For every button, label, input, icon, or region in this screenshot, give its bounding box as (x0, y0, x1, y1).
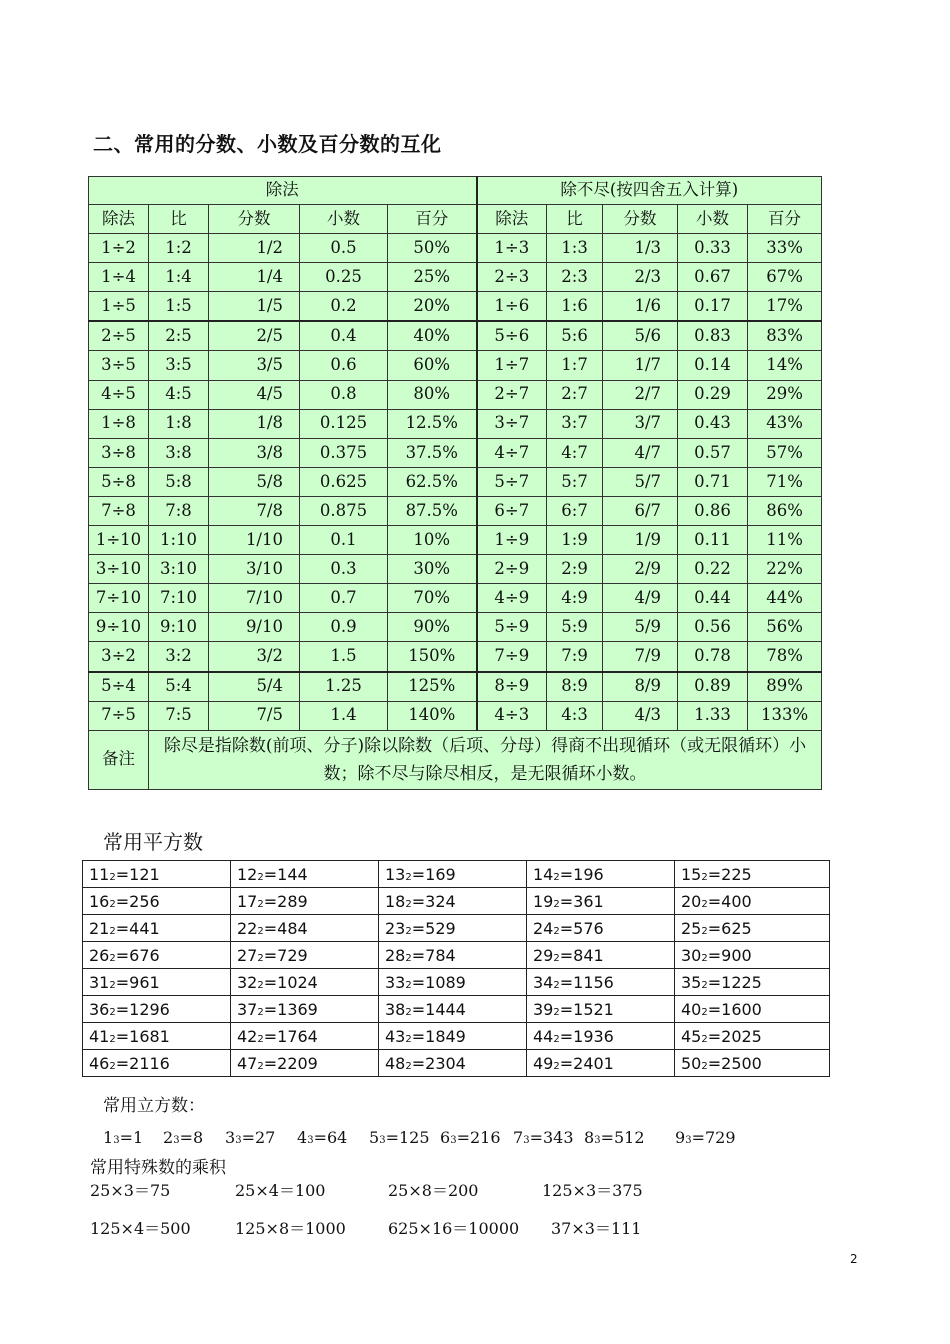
table-cell: 0.6 (300, 351, 388, 380)
product-item: 125×3＝375 (542, 1181, 643, 1200)
table-row (89, 263, 822, 292)
column-header: 比 (547, 205, 603, 234)
table-cell: 0.875 (300, 496, 388, 525)
square-cell: 402=1600 (675, 996, 830, 1023)
table-cell: 0.83 (678, 321, 748, 351)
table-row (89, 526, 822, 555)
table-row (83, 942, 830, 969)
table-cell: 5÷6 (477, 321, 547, 351)
table-cell: 10% (388, 526, 477, 555)
special-products-title: 常用特殊数的乘积 (90, 1158, 226, 1178)
table-cell: 7:9 (547, 642, 603, 672)
table-cell: 0.14 (678, 351, 748, 380)
square-cell: 382=1444 (379, 996, 527, 1023)
table-cell: 1/8 (209, 409, 300, 438)
table-cell: 60% (388, 351, 477, 380)
square-cell: 132=169 (379, 861, 527, 888)
table-cell: 2/5 (209, 321, 300, 351)
table-cell: 3÷8 (89, 438, 149, 467)
cube-item: 63=216 (440, 1128, 501, 1147)
table-cell: 17% (748, 292, 822, 322)
table-cell: 5÷9 (477, 613, 547, 642)
table-cell: 2/9 (603, 555, 678, 584)
table-cell: 6÷7 (477, 496, 547, 525)
table-cell: 4/7 (603, 438, 678, 467)
table-cell: 3:2 (149, 642, 209, 672)
table-cell: 5:4 (149, 672, 209, 702)
table-row (89, 496, 822, 525)
table-cell: 1:3 (547, 234, 603, 263)
table-cell: 4/9 (603, 584, 678, 613)
table-cell: 0.67 (678, 263, 748, 292)
table-cell: 7÷8 (89, 496, 149, 525)
square-cell: 352=1225 (675, 969, 830, 996)
squares-title: 常用平方数 (103, 830, 203, 854)
table-cell: 3:5 (149, 351, 209, 380)
table-cell: 1:10 (149, 526, 209, 555)
square-cell: 282=784 (379, 942, 527, 969)
cube-item: 13=1 (103, 1128, 144, 1147)
table-cell: 20% (388, 292, 477, 322)
table-cell: 5:8 (149, 467, 209, 496)
table-cell: 56% (748, 613, 822, 642)
table-cell: 7:5 (149, 701, 209, 730)
square-cell: 492=2401 (527, 1050, 675, 1077)
table-cell: 70% (388, 584, 477, 613)
page-number: 2 (850, 1252, 858, 1266)
table-cell: 2÷7 (477, 380, 547, 409)
table-cell: 7:8 (149, 496, 209, 525)
table-cell: 0.43 (678, 409, 748, 438)
table-cell: 44% (748, 584, 822, 613)
table-cell: 1.25 (300, 672, 388, 702)
table-cell: 2÷5 (89, 321, 149, 351)
square-cell: 342=1156 (527, 969, 675, 996)
square-cell: 112=121 (83, 861, 231, 888)
square-cell: 182=324 (379, 888, 527, 915)
table-cell: 2÷3 (477, 263, 547, 292)
table-row (83, 1023, 830, 1050)
table-cell: 67% (748, 263, 822, 292)
table-cell: 5÷7 (477, 467, 547, 496)
table-cell: 1÷3 (477, 234, 547, 263)
cube-item: 23=8 (163, 1128, 204, 1147)
table-cell: 1÷10 (89, 526, 149, 555)
square-cell: 172=289 (231, 888, 379, 915)
table-cell: 5/9 (603, 613, 678, 642)
column-header: 分数 (209, 205, 300, 234)
table-cell: 1÷4 (89, 263, 149, 292)
table-cell: 4:9 (547, 584, 603, 613)
table-cell: 71% (748, 467, 822, 496)
group-header-divisible: 除法 (89, 177, 477, 205)
table-cell: 4:5 (149, 380, 209, 409)
table-cell: 14% (748, 351, 822, 380)
table-cell: 3:8 (149, 438, 209, 467)
table-cell: 2:7 (547, 380, 603, 409)
square-cell: 432=1849 (379, 1023, 527, 1050)
square-cell: 472=2209 (231, 1050, 379, 1077)
square-cell: 442=1936 (527, 1023, 675, 1050)
product-item: 37×3＝111 (551, 1219, 642, 1238)
table-cell: 3÷10 (89, 555, 149, 584)
square-cell: 122=144 (231, 861, 379, 888)
table-cell: 0.25 (300, 263, 388, 292)
table-row (83, 969, 830, 996)
product-item: 125×4＝500 (90, 1219, 191, 1238)
table-cell: 1/5 (209, 292, 300, 322)
column-header: 小数 (678, 205, 748, 234)
square-cell: 302=900 (675, 942, 830, 969)
square-cell: 362=1296 (83, 996, 231, 1023)
table-cell: 150% (388, 642, 477, 672)
column-header: 百分 (388, 205, 477, 234)
square-cell: 482=2304 (379, 1050, 527, 1077)
table-cell: 83% (748, 321, 822, 351)
table-cell: 0.17 (678, 292, 748, 322)
cube-item: 73=343 (513, 1128, 574, 1147)
table-cell: 2÷9 (477, 555, 547, 584)
table-cell: 0.44 (678, 584, 748, 613)
table-cell: 2:3 (547, 263, 603, 292)
table-cell: 1:9 (547, 526, 603, 555)
table-cell: 57% (748, 438, 822, 467)
table-cell: 80% (388, 380, 477, 409)
table-cell: 1/10 (209, 526, 300, 555)
square-cell: 292=841 (527, 942, 675, 969)
table-cell: 0.57 (678, 438, 748, 467)
table-cell: 4÷5 (89, 380, 149, 409)
table-cell: 5/4 (209, 672, 300, 702)
table-cell: 5:9 (547, 613, 603, 642)
table-cell: 7÷9 (477, 642, 547, 672)
table-cell: 5÷4 (89, 672, 149, 702)
table-cell: 12.5% (388, 409, 477, 438)
square-cell: 502=2500 (675, 1050, 830, 1077)
table-cell: 1÷9 (477, 526, 547, 555)
table-cell: 0.71 (678, 467, 748, 496)
table-cell: 30% (388, 555, 477, 584)
square-cell: 152=225 (675, 861, 830, 888)
table-cell: 1÷6 (477, 292, 547, 322)
table-cell: 1/4 (209, 263, 300, 292)
square-cell: 452=2025 (675, 1023, 830, 1050)
table-cell: 7/10 (209, 584, 300, 613)
table-cell: 9:10 (149, 613, 209, 642)
table-cell: 1.4 (300, 701, 388, 730)
square-cell: 272=729 (231, 942, 379, 969)
table-cell: 0.11 (678, 526, 748, 555)
table-cell: 22% (748, 555, 822, 584)
square-cell: 252=625 (675, 915, 830, 942)
squares-table (82, 860, 830, 1077)
table-cell: 1.33 (678, 701, 748, 730)
table-cell: 0.9 (300, 613, 388, 642)
column-header: 百分 (748, 205, 822, 234)
table-cell: 4÷9 (477, 584, 547, 613)
table-cell: 4:7 (547, 438, 603, 467)
square-cell: 312=961 (83, 969, 231, 996)
table-cell: 3÷2 (89, 642, 149, 672)
table-cell: 1÷7 (477, 351, 547, 380)
product-item: 25×3＝75 (90, 1181, 171, 1200)
square-cell: 142=196 (527, 861, 675, 888)
table-cell: 90% (388, 613, 477, 642)
table-cell: 7/5 (209, 701, 300, 730)
table-cell: 29% (748, 380, 822, 409)
square-cell: 392=1521 (527, 996, 675, 1023)
table-cell: 0.625 (300, 467, 388, 496)
table-cell: 3/5 (209, 351, 300, 380)
table-row (89, 380, 822, 409)
column-header: 比 (149, 205, 209, 234)
table-cell: 86% (748, 496, 822, 525)
table-cell: 0.8 (300, 380, 388, 409)
table-cell: 1÷2 (89, 234, 149, 263)
square-cell: 162=256 (83, 888, 231, 915)
table-cell: 7/8 (209, 496, 300, 525)
table-cell: 87.5% (388, 496, 477, 525)
table-cell: 1:2 (149, 234, 209, 263)
table-cell: 50% (388, 234, 477, 263)
conversion-table (88, 176, 822, 790)
table-cell: 0.1 (300, 526, 388, 555)
table-cell: 0.375 (300, 438, 388, 467)
table-cell: 9÷10 (89, 613, 149, 642)
column-header: 除法 (89, 205, 149, 234)
table-cell: 78% (748, 642, 822, 672)
note-text: 除尽是指除数(前项、分子)除以除数（后项、分母）得商不出现循环（或无限循环）小数；除不尽与除尽相反，是无限循环小数。 (149, 730, 822, 789)
cubes-title: 常用立方数： (103, 1096, 205, 1116)
table-cell: 2/7 (603, 380, 678, 409)
table-cell: 0.22 (678, 555, 748, 584)
table-cell: 7:10 (149, 584, 209, 613)
table-row (89, 642, 822, 672)
square-cell: 232=529 (379, 915, 527, 942)
square-cell: 422=1764 (231, 1023, 379, 1050)
table-cell: 3/8 (209, 438, 300, 467)
table-cell: 3:7 (547, 409, 603, 438)
table-cell: 1/9 (603, 526, 678, 555)
table-row (89, 234, 822, 263)
table-row (83, 915, 830, 942)
table-row (89, 321, 822, 351)
table-cell: 43% (748, 409, 822, 438)
table-row (83, 1050, 830, 1077)
square-cell: 412=1681 (83, 1023, 231, 1050)
table-cell: 0.3 (300, 555, 388, 584)
table-cell: 40% (388, 321, 477, 351)
table-row (83, 861, 830, 888)
column-header: 除法 (477, 205, 547, 234)
table-cell: 6/7 (603, 496, 678, 525)
table-cell: 5:7 (547, 467, 603, 496)
product-item: 125×8＝1000 (235, 1219, 346, 1238)
note-label: 备注 (89, 730, 149, 789)
table-cell: 140% (388, 701, 477, 730)
table-row (89, 438, 822, 467)
table-cell: 1:5 (149, 292, 209, 322)
table-cell: 1:4 (149, 263, 209, 292)
table-cell: 1:8 (149, 409, 209, 438)
square-cell: 372=1369 (231, 996, 379, 1023)
table-cell: 4÷7 (477, 438, 547, 467)
table-cell: 5/7 (603, 467, 678, 496)
table-cell: 4:3 (547, 701, 603, 730)
square-cell: 192=361 (527, 888, 675, 915)
square-cell: 332=1089 (379, 969, 527, 996)
table-cell: 1:6 (547, 292, 603, 322)
table-cell: 0.2 (300, 292, 388, 322)
table-row (89, 672, 822, 702)
table-cell: 5/6 (603, 321, 678, 351)
table-cell: 11% (748, 526, 822, 555)
cube-item: 83=512 (584, 1128, 645, 1147)
table-cell: 7/9 (603, 642, 678, 672)
table-cell: 0.4 (300, 321, 388, 351)
table-cell: 9/10 (209, 613, 300, 642)
table-cell: 2:5 (149, 321, 209, 351)
table-cell: 3÷7 (477, 409, 547, 438)
table-cell: 4/3 (603, 701, 678, 730)
square-cell: 212=441 (83, 915, 231, 942)
table-row (83, 888, 830, 915)
table-cell: 3/7 (603, 409, 678, 438)
table-cell: 2/3 (603, 263, 678, 292)
cube-item: 33=27 (225, 1128, 276, 1147)
table-cell: 3:10 (149, 555, 209, 584)
table-cell: 2:9 (547, 555, 603, 584)
square-cell: 222=484 (231, 915, 379, 942)
square-cell: 242=576 (527, 915, 675, 942)
cube-item: 43=64 (297, 1128, 348, 1147)
table-cell: 3÷5 (89, 351, 149, 380)
table-cell: 33% (748, 234, 822, 263)
cube-item: 53=125 (369, 1128, 430, 1147)
table-cell: 133% (748, 701, 822, 730)
table-cell: 1/6 (603, 292, 678, 322)
table-cell: 1/7 (603, 351, 678, 380)
table-cell: 8÷9 (477, 672, 547, 702)
table-cell: 7÷5 (89, 701, 149, 730)
table-row (89, 467, 822, 496)
table-cell: 6:7 (547, 496, 603, 525)
table-cell: 125% (388, 672, 477, 702)
table-cell: 1.5 (300, 642, 388, 672)
section-heading: 二、常用的分数、小数及百分数的互化 (93, 132, 442, 156)
table-cell: 62.5% (388, 467, 477, 496)
square-cell: 462=2116 (83, 1050, 231, 1077)
table-cell: 0.78 (678, 642, 748, 672)
table-cell: 8:9 (547, 672, 603, 702)
square-cell: 202=400 (675, 888, 830, 915)
table-cell: 0.5 (300, 234, 388, 263)
table-cell: 4÷3 (477, 701, 547, 730)
table-cell: 0.125 (300, 409, 388, 438)
table-cell: 1/2 (209, 234, 300, 263)
table-row (89, 409, 822, 438)
table-cell: 3/10 (209, 555, 300, 584)
table-cell: 0.7 (300, 584, 388, 613)
table-cell: 8/9 (603, 672, 678, 702)
table-row (89, 613, 822, 642)
table-cell: 4/5 (209, 380, 300, 409)
square-cell: 262=676 (83, 942, 231, 969)
table-cell: 0.56 (678, 613, 748, 642)
table-row (89, 555, 822, 584)
table-cell: 37.5% (388, 438, 477, 467)
table-cell: 5/8 (209, 467, 300, 496)
table-row (89, 292, 822, 322)
table-cell: 1/3 (603, 234, 678, 263)
table-cell: 0.86 (678, 496, 748, 525)
cube-item: 93=729 (675, 1128, 736, 1147)
table-cell: 5:6 (547, 321, 603, 351)
table-cell: 25% (388, 263, 477, 292)
group-header-nondivisible: 除不尽(按四舍五入计算) (477, 177, 822, 205)
table-cell: 89% (748, 672, 822, 702)
table-cell: 5÷8 (89, 467, 149, 496)
table-cell: 1:7 (547, 351, 603, 380)
table-row (89, 351, 822, 380)
note-row (89, 730, 822, 789)
table-row (89, 701, 822, 730)
product-item: 25×8＝200 (388, 1181, 479, 1200)
table-cell: 3/2 (209, 642, 300, 672)
product-item: 625×16＝10000 (388, 1219, 520, 1238)
column-header: 小数 (300, 205, 388, 234)
table-row (83, 996, 830, 1023)
table-cell: 7÷10 (89, 584, 149, 613)
table-cell: 0.89 (678, 672, 748, 702)
square-cell: 322=1024 (231, 969, 379, 996)
table-cell: 1÷8 (89, 409, 149, 438)
table-row (89, 584, 822, 613)
table-cell: 0.29 (678, 380, 748, 409)
table-cell: 0.33 (678, 234, 748, 263)
column-header: 分数 (603, 205, 678, 234)
product-item: 25×4＝100 (235, 1181, 326, 1200)
table-cell: 1÷5 (89, 292, 149, 322)
